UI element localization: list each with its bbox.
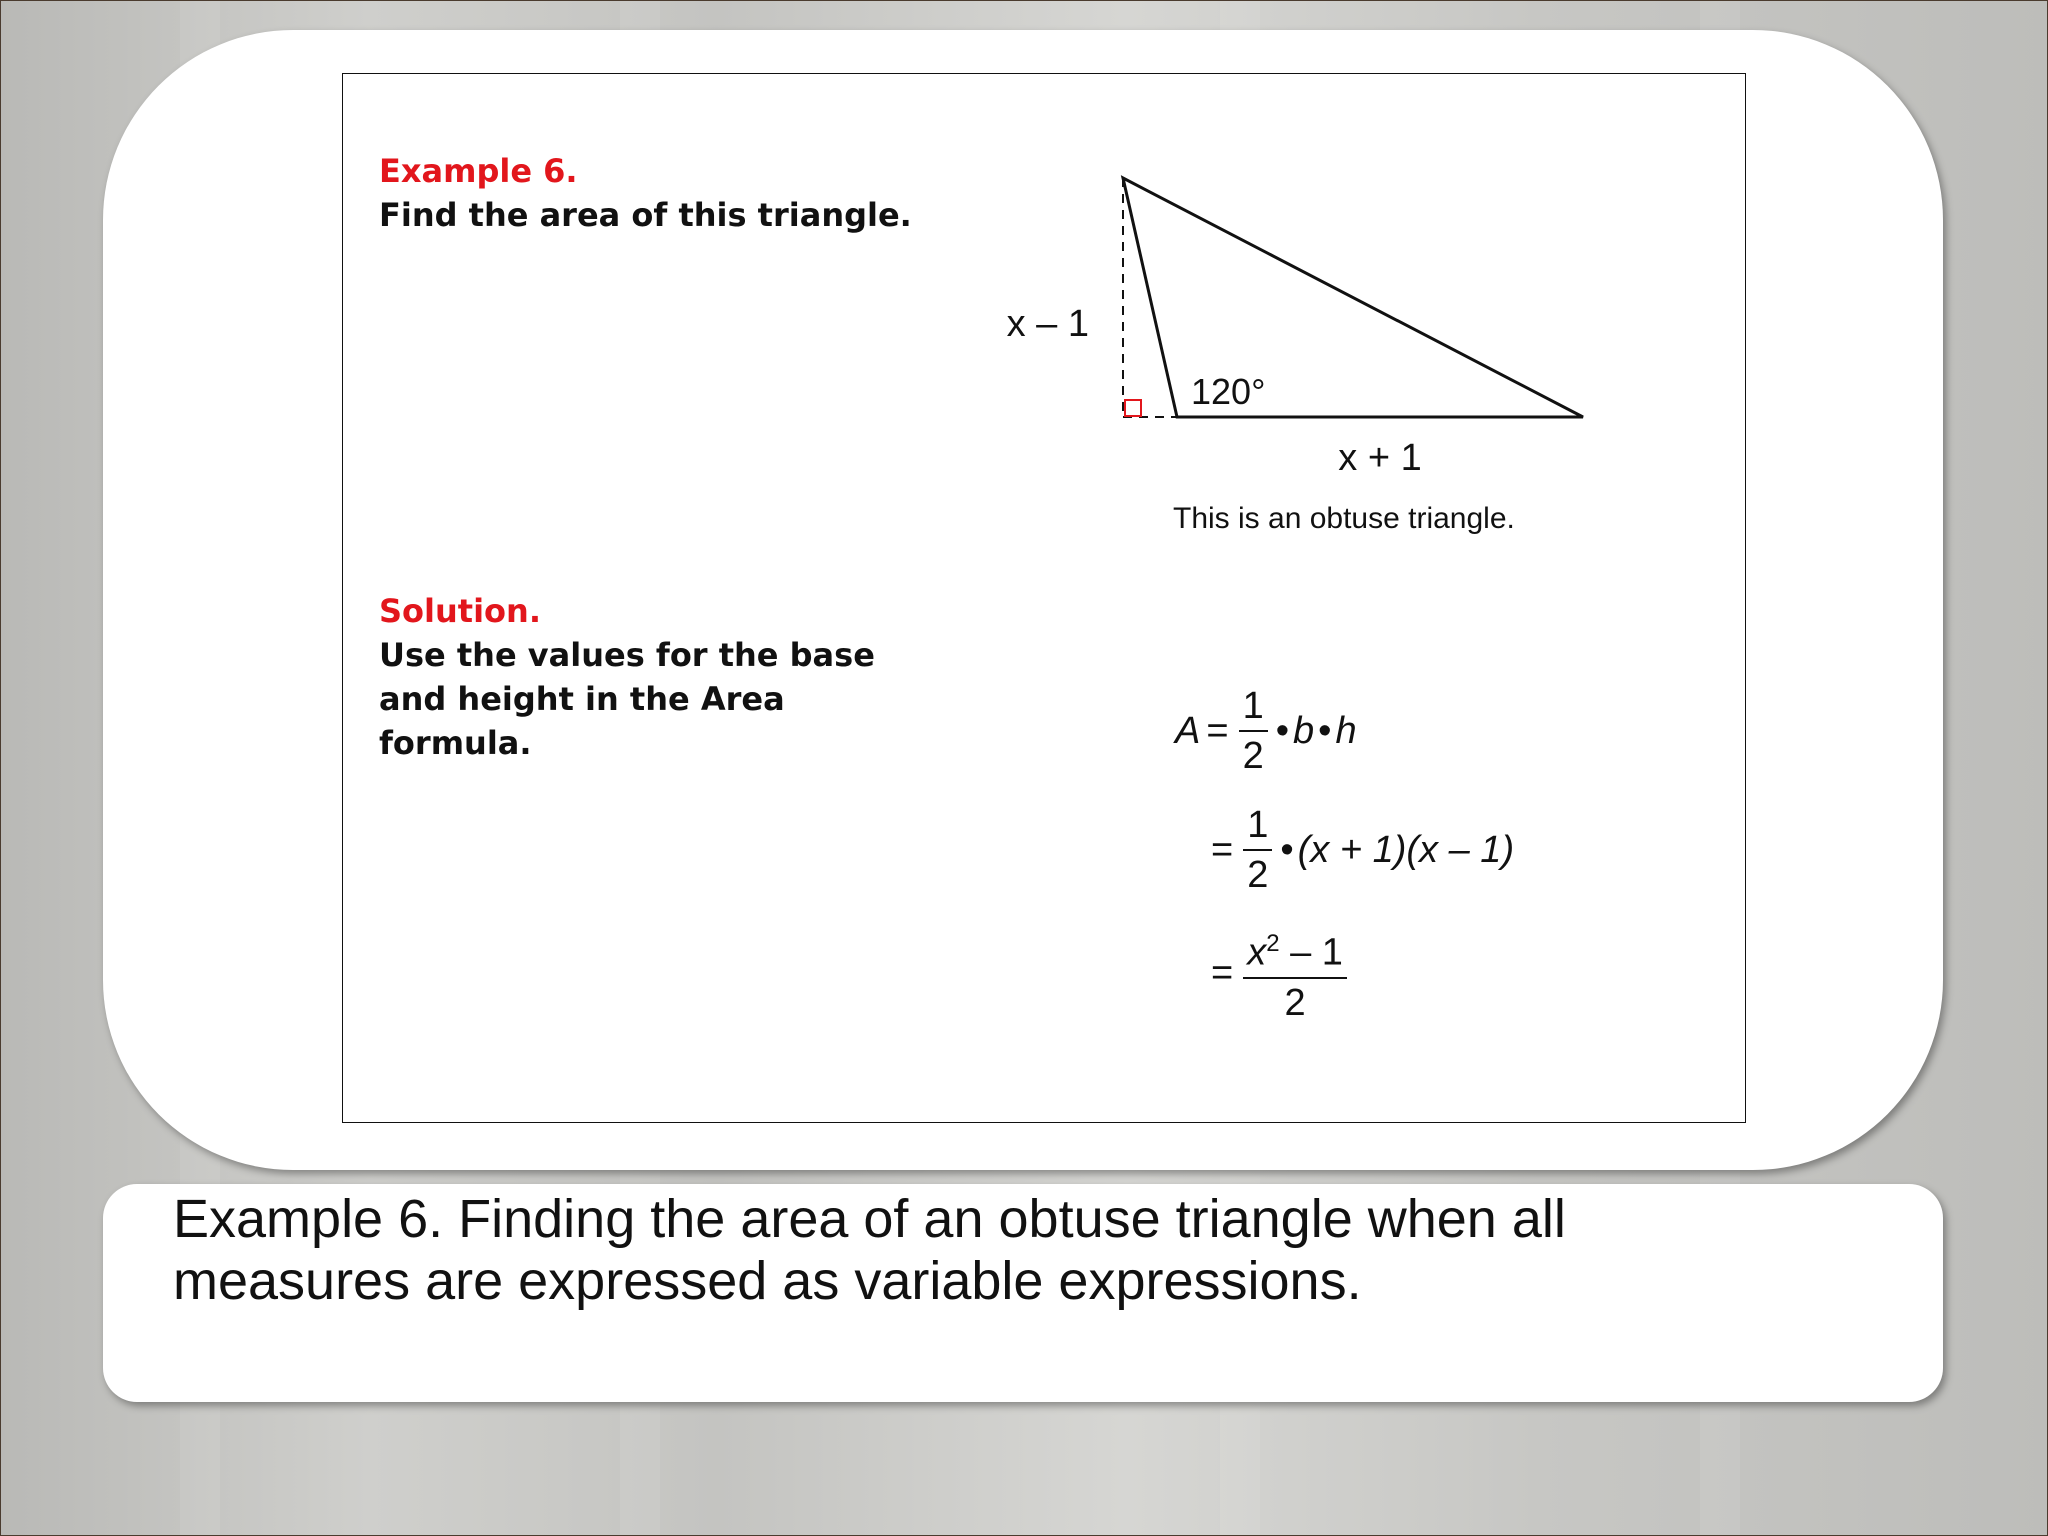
formula-product-expression: (x + 1)(x – 1) [1297, 828, 1515, 871]
fraction-one-half: $\frac{1}{2}$ [1243, 801, 1272, 899]
solution-line-2: and height in the Area [379, 680, 785, 718]
caption-line-1: Example 6. Finding the area of an obtuse triangle when all [173, 1189, 1566, 1249]
triangle-note: This is an obtuse triangle. [1173, 502, 1515, 535]
formula-line-3 [1211, 920, 1351, 1027]
solution-line-1: Use the values for the base [379, 636, 875, 674]
height-label: x – 1 [1006, 303, 1089, 345]
obtuse-triangle-diagram [343, 74, 1743, 1120]
formula-line-2: = $\frac{1}{2}$ • (x + 1)(x – 1) [1211, 801, 1514, 899]
angle-label: 120° [1191, 371, 1266, 412]
formula-equals: = [1206, 709, 1229, 752]
lesson-slide [342, 73, 1746, 1123]
fraction-result: $\frac{x^2 - 1}{2}$ [1243, 920, 1347, 1027]
fraction-one-half: $\frac{1}{2}$ [1239, 682, 1268, 780]
caption-card [103, 1184, 1943, 1402]
formula-line-1: A = $\frac{1}{2}$ • b • h [1175, 682, 1357, 780]
base-label: x + 1 [1338, 437, 1422, 479]
right-angle-marker [1125, 400, 1141, 416]
solution-title: Solution. [379, 592, 541, 630]
formula-equals: = [1211, 951, 1234, 994]
solution-line-3: formula. [379, 724, 532, 762]
example-title: Example 6. [379, 152, 578, 190]
formula-equals: = [1211, 828, 1234, 871]
formula-area-symbol: A [1175, 709, 1201, 752]
problem-prompt: Find the area of this triangle. [379, 196, 912, 234]
formula-height-symbol: h [1335, 709, 1357, 752]
caption-line-2: measures are expressed as variable expressions. [173, 1251, 1362, 1311]
formula-base-symbol: b [1293, 709, 1315, 752]
